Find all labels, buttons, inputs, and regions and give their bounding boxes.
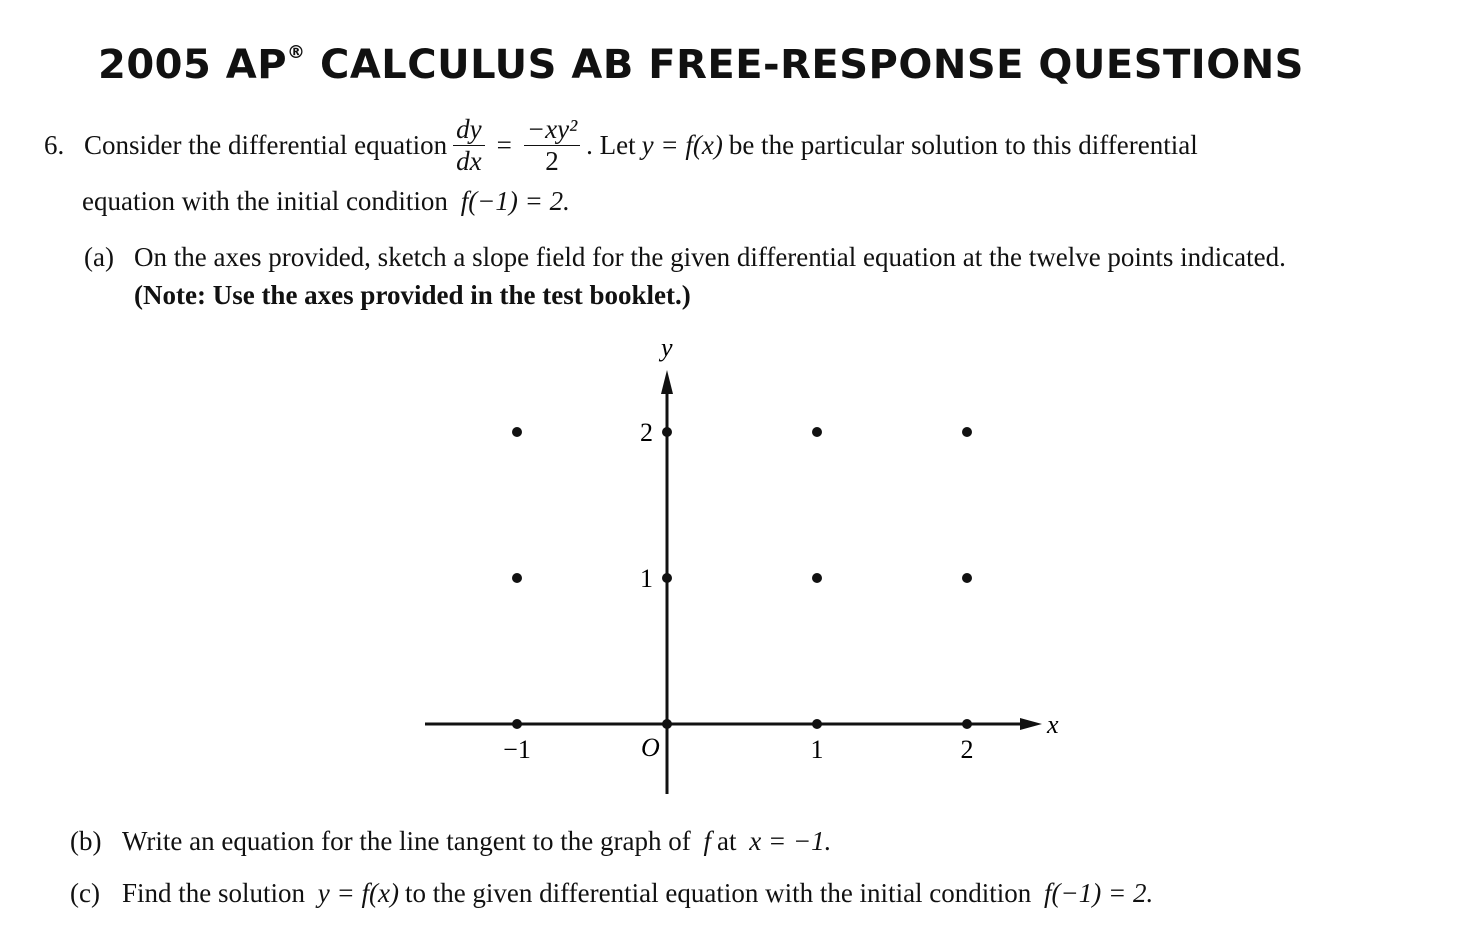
part-c [70, 878, 1159, 909]
slope-field-point [662, 573, 672, 583]
part-c-condition: f(−1) = 2. [1044, 878, 1154, 908]
question-intro: Consider the differential equation [84, 130, 448, 160]
registered-mark: ® [287, 42, 306, 63]
part-b-condition: x = −1. [749, 826, 832, 856]
derivative-numerator: dy [453, 116, 484, 146]
x-tick-label: 1 [810, 735, 824, 764]
line2-text: equation with the initial condition [82, 186, 448, 216]
after-function-text: be the particular solution to this differential [728, 130, 1198, 160]
slope-field-point [962, 573, 972, 583]
initial-condition: f(−1) = 2. [460, 186, 570, 216]
y-tick-label: 2 [640, 418, 653, 447]
y-axis-arrow [661, 370, 673, 394]
x-axis-arrow [1020, 718, 1042, 730]
part-b-label: (b) [70, 826, 102, 856]
slope-field-point [812, 427, 822, 437]
part-c-mid: to the given differential equation with the initial condition [404, 878, 1032, 908]
x-axis-label: x [1047, 710, 1059, 739]
slope-field-point [662, 719, 672, 729]
x-tick-label: −1 [503, 735, 531, 764]
question-number: 6. [44, 130, 65, 160]
part-c-label: (c) [70, 878, 100, 908]
origin-label: O [641, 733, 660, 762]
slope-field-point [962, 719, 972, 729]
slope-field-point [962, 427, 972, 437]
derivative-denominator: dx [456, 146, 482, 176]
title-post: CALCULUS AB FREE-RESPONSE QUESTIONS [305, 42, 1304, 88]
slope-field-point [662, 427, 672, 437]
title-pre: 2005 AP [98, 42, 288, 88]
part-c-func: y = f(x) [317, 878, 399, 908]
slope-field-point [512, 573, 522, 583]
function-expression: y = f(x) [641, 130, 723, 160]
part-a-text: On the axes provided, sketch a slope field for the given differential equation at the twelve points indicated. [134, 242, 1286, 272]
x-tick-label: 2 [960, 735, 974, 764]
slope-field-point [512, 427, 522, 437]
part-a-note: (Note: Use the axes provided in the test booklet.) [134, 280, 691, 310]
slope-field-point [812, 573, 822, 583]
slope-field-point [512, 719, 522, 729]
part-b [70, 826, 837, 857]
part-b-mid: at [716, 826, 737, 856]
part-c-text: Find the solution [122, 878, 306, 908]
rhs-numerator: −xy² [524, 116, 580, 146]
part-a-label: (a) [84, 242, 114, 272]
part-b-text: Write an equation for the line tangent to the graph of [122, 826, 691, 856]
part-b-func: f [703, 826, 711, 856]
rhs-denominator: 2 [545, 146, 559, 176]
equals-sign: = [496, 130, 512, 160]
y-axis-label: y [661, 333, 673, 362]
y-tick-label: 1 [640, 564, 653, 593]
slope-field-point [812, 719, 822, 729]
let-text: . Let [586, 130, 636, 160]
